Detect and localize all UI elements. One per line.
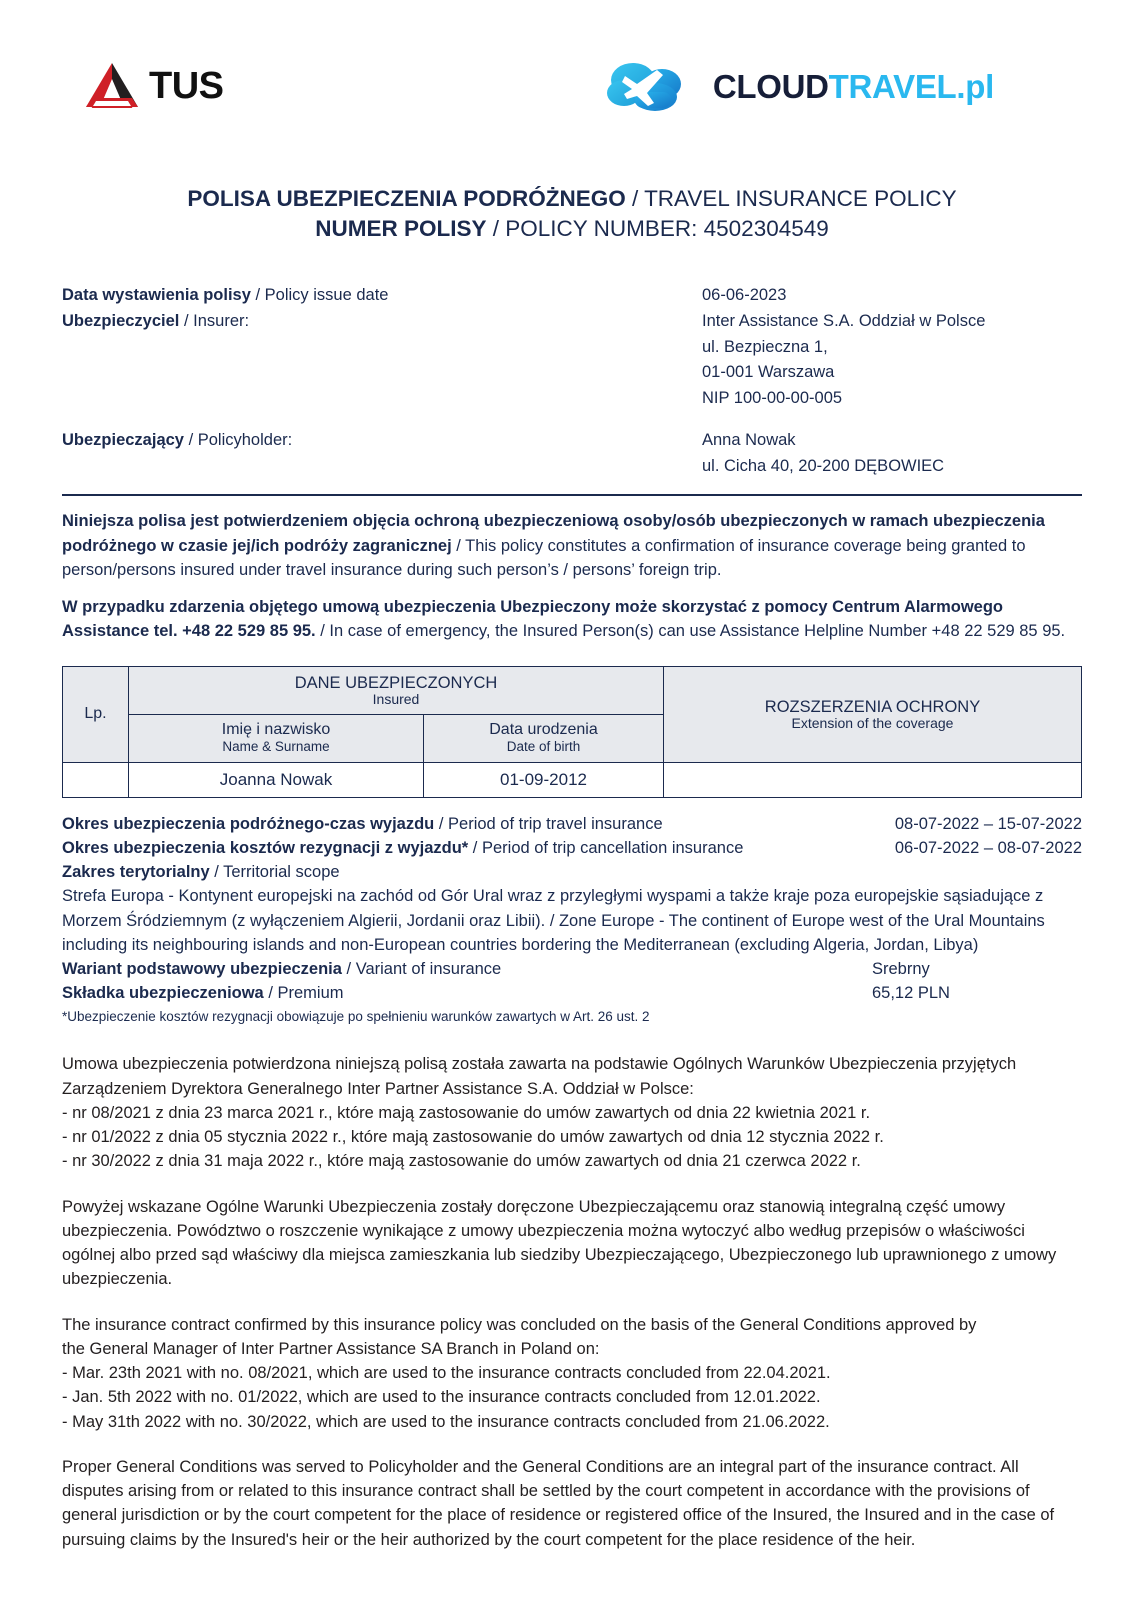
issue-date-value: 06-06-2023 [702, 286, 787, 305]
document-header [62, 0, 1082, 150]
trip-period-row [62, 812, 1082, 836]
table-header-dob-en: Date of birth [506, 739, 581, 755]
insurer-row [62, 309, 1082, 411]
title-line-1 [62, 184, 1082, 214]
cancellation-period-row [62, 836, 1082, 860]
table-header-insured-en: Insured [372, 691, 420, 708]
territorial-scope-label [62, 860, 1082, 884]
legal-pl-item-3: - nr 30/2022 z dnia 31 maja 2022 r., które mają zastosowanie do umów zawartych od dnia 21 czerwca 2022 r. [62, 1152, 861, 1171]
legal-pl-intro-line-1: Umowa ubezpieczenia potwierdzona niniejszą polisą została zawarta na podstawie Ogólnych Warunków Ubezpieczenia przyjętych [62, 1055, 1017, 1074]
trip-period-label-pl: Okres ubezpieczenia podróżnego-czas wyjazdu [62, 814, 435, 833]
table-header-dob [424, 714, 664, 762]
premium-row [62, 981, 1082, 1005]
cloudtravel-wordmark [712, 67, 994, 105]
insurer-address [702, 309, 1082, 411]
table-header-name-pl: Imię i nazwisko [221, 720, 331, 738]
title-line-1-pl: POLISA UBEZPIECZENIA PODRÓŻNEGO [187, 186, 626, 211]
table-header-extension-pl: ROZSZERZENIA OCHRONY [764, 697, 981, 716]
legal-en-item-1: - Mar. 23th 2021 with no. 08/2021, which are used to the insurance contracts concluded from 22.04.2021. [62, 1364, 831, 1383]
cancellation-period-label-pl: Okres ubezpieczenia kosztów rezygnacji z wyjazdu* [62, 838, 469, 857]
legal-pl-item-2: - nr 01/2022 z dnia 05 stycznia 2022 r., które mają zastosowanie do umów zawartych od dnia 12 stycznia 2022 r. [62, 1128, 884, 1147]
insurer-label-pl: Ubezpieczyciel [62, 311, 180, 330]
issue-date-label-pl: Data wystawienia polisy [62, 286, 251, 305]
policyholder-line: ul. Cicha 40, 20-200 DĘBOWIEC [702, 456, 945, 475]
policyholder-line: Anna Nowak [702, 431, 796, 450]
page-title [62, 184, 1082, 243]
legal-pl-intro-line-2: Zarządzeniem Dyrektora Generalnego Inter Partner Assistance S.A. Oddział w Polsce: [62, 1079, 694, 1098]
legal-conditions-block [62, 1052, 1082, 1552]
trip-period-label [62, 812, 872, 836]
title-line-2-pl: NUMER POLISY [315, 215, 487, 241]
table-header-lp-label: Lp. [84, 705, 107, 723]
insurer-line: ul. Bezpieczna 1, [702, 337, 828, 356]
table-body [63, 762, 1082, 797]
coverage-statement [62, 509, 1082, 582]
insurer-label-en: / Insurer: [179, 311, 250, 330]
legal-en-item-3: - May 31th 2022 with no. 30/2022, which are used to the insurance contracts concluded from 21.06.2022. [62, 1412, 830, 1431]
legal-en-intro-line-1: The insurance contract confirmed by this insurance policy was concluded on the basis of the General Conditions approved by [62, 1315, 977, 1334]
legal-en-paragraph-2: Proper General Conditions was served to Policyholder and the General Conditions are an integral part of the insurance contract. All disputes arising from or related to this insurance contract shall be settled by the court competent in accordance with the provisions of general jurisdiction or by the court competent for the place of residence or registered office of the Insured, the Insured and in the case of pursuing claims by the Insured's heir or the heir authorized by the court competent for the place residence of the heir. [62, 1457, 1055, 1549]
table-header-row-1 [63, 666, 1082, 714]
cancellation-period-label-en: / Period of trip cancellation insurance [468, 838, 744, 857]
legal-pl-item-1: - nr 08/2021 z dnia 23 marca 2021 r., które mają zastosowanie do umów zawartych od dnia 22 kwietnia 2021 r. [62, 1103, 871, 1122]
policy-info-block [62, 283, 1082, 479]
variant-row [62, 957, 1082, 981]
emergency-statement [62, 595, 1082, 644]
cloud-plane-icon [605, 58, 697, 114]
insurer-line: NIP 100-00-00-005 [702, 388, 843, 407]
variant-label [62, 957, 872, 981]
insured-persons-table [62, 666, 1082, 798]
policyholder-label-en: / Policyholder: [183, 431, 293, 450]
cancellation-footnote: *Ubezpieczenie kosztów rezygnacji obowiązuje po spełnieniu warunków zawartych w Art. 26 ust. 2 [62, 1008, 650, 1024]
policyholder-address [702, 428, 1082, 479]
premium-label-pl: Składka ubezpieczeniowa [62, 984, 264, 1003]
legal-pl-paragraph-2: Powyżej wskazane Ogólne Warunki Ubezpieczenia zostały doręczone Ubezpieczającemu oraz stanowią integralną część umowy ubezpieczenia. Powództwo o roszczenie wynikające z umowy ubezpieczenia można wytoczyć albo według przepisów o właściwości ogólnej albo przed sąd właściwy dla miejsca zamieszkania lub siedziby Ubezpieczającego, Ubezpieczonego lub uprawnionego z umowy ubezpieczenia. [62, 1197, 1057, 1289]
table-header-lp [63, 666, 129, 762]
legal-en-paragraph-1 [62, 1313, 1082, 1434]
atus-wordmark: TUS [149, 65, 224, 107]
variant-label-en: / Variant of insurance [341, 960, 502, 979]
territorial-scope-text: Strefa Europa - Kontynent europejski na zachód od Gór Ural wraz z przyległymi wyspami a także kraje poza europejskie sąsiadujące z Morzem Śródziemnym (z wyłączeniem Algierii, Jordanii oraz Libii). / Zone Europe - The continent of Europe west of the Ural Mountains including its neighbouring islands and non-European countries bordering the Mediterranean (excluding Algeria, Jordan, Libya) [62, 887, 1045, 954]
cell-lp [63, 762, 129, 797]
table-header-dob-pl: Data urodzenia [489, 720, 598, 738]
premium-label-en: / Premium [263, 984, 344, 1003]
policyholder-row [62, 428, 1082, 479]
cell-dob: 01-09-2012 [424, 762, 664, 797]
legal-en-item-2: - Jan. 5th 2022 with no. 01/2022, which are used to the insurance contracts concluded from 12.01.2022. [62, 1388, 821, 1407]
cell-name: Joanna Nowak [129, 762, 424, 797]
issue-date-label-en: / Policy issue date [250, 286, 389, 305]
table-header-insured-pl: DANE UBEZPIECZONYCH [294, 673, 498, 692]
cloudtravel-logo [605, 58, 994, 114]
cell-extension [664, 762, 1082, 797]
cancellation-period-value: 06-07-2022 – 08-07-2022 [894, 838, 1082, 857]
cancellation-period-label [62, 836, 872, 860]
table-header-extension-en: Extension of the coverage [791, 714, 954, 731]
insurer-line: 01-001 Warszawa [702, 363, 835, 382]
cloudtravel-word-cloud: CLOUD [712, 67, 829, 105]
insurer-label [62, 309, 702, 411]
atus-logo [84, 61, 224, 111]
table-header-extension-group [664, 666, 1082, 762]
table-header-name-en: Name & Surname [222, 739, 330, 755]
title-line-2 [62, 214, 1082, 244]
emergency-statement-en: / In case of emergency, the Insured Person(s) can use Assistance Helpline Number +48 22 529 85 95. [315, 622, 1066, 641]
atus-triangle-icon [84, 61, 140, 111]
premium-label [62, 981, 872, 1005]
legal-pl-paragraph-1 [62, 1052, 1082, 1173]
table-head [63, 666, 1082, 762]
territorial-scope-label-en: / Territorial scope [209, 863, 340, 882]
variant-value: Srebrny [872, 960, 930, 979]
table-header-insured-group [129, 666, 664, 714]
cloudtravel-word-travel: TRAVEL.pl [828, 67, 994, 105]
issue-date-row [62, 283, 1082, 309]
table-header-name [129, 714, 424, 762]
title-line-2-en: / POLICY NUMBER: 4502304549 [486, 215, 829, 241]
territorial-scope-label-pl: Zakres terytorialny [62, 863, 210, 882]
policyholder-label [62, 428, 702, 479]
spacer [62, 411, 1082, 428]
divider [62, 494, 1082, 496]
coverage-statement-pl: Niniejsza polisa jest potwierdzeniem objęcia ochroną ubezpieczeniową osoby/osób ubezpieczonych w ramach ubezpieczenia podróżnego w czasie jej/ich podróży zagranicznej [62, 512, 1045, 555]
legal-en-intro-line-2: the General Manager of Inter Partner Assistance SA Branch in Poland on: [62, 1339, 600, 1358]
title-line-1-en: / TRAVEL INSURANCE POLICY [625, 186, 957, 211]
trip-period-value: 08-07-2022 – 15-07-2022 [894, 814, 1082, 833]
policyholder-label-pl: Ubezpieczający [62, 431, 184, 450]
coverage-statement-en: / This policy constitutes a confirmation of insurance coverage being granted to person/persons insured under travel insurance during such person’s / persons’ foreign trip. [62, 536, 1026, 579]
table-row [63, 762, 1082, 797]
premium-value: 65,12 PLN [872, 984, 950, 1003]
issue-date-label [62, 283, 702, 309]
period-block [62, 812, 1082, 1027]
emergency-statement-pl: W przypadku zdarzenia objętego umową ubezpieczenia Ubezpieczony może skorzystać z pomocy Centrum Alarmowego Assistance tel. +48 22 529 85 95. [62, 598, 1003, 641]
trip-period-label-en: / Period of trip travel insurance [434, 814, 663, 833]
variant-label-pl: Wariant podstawowy ubezpieczenia [62, 960, 342, 979]
insurer-line: Inter Assistance S.A. Oddział w Polsce [702, 311, 986, 330]
